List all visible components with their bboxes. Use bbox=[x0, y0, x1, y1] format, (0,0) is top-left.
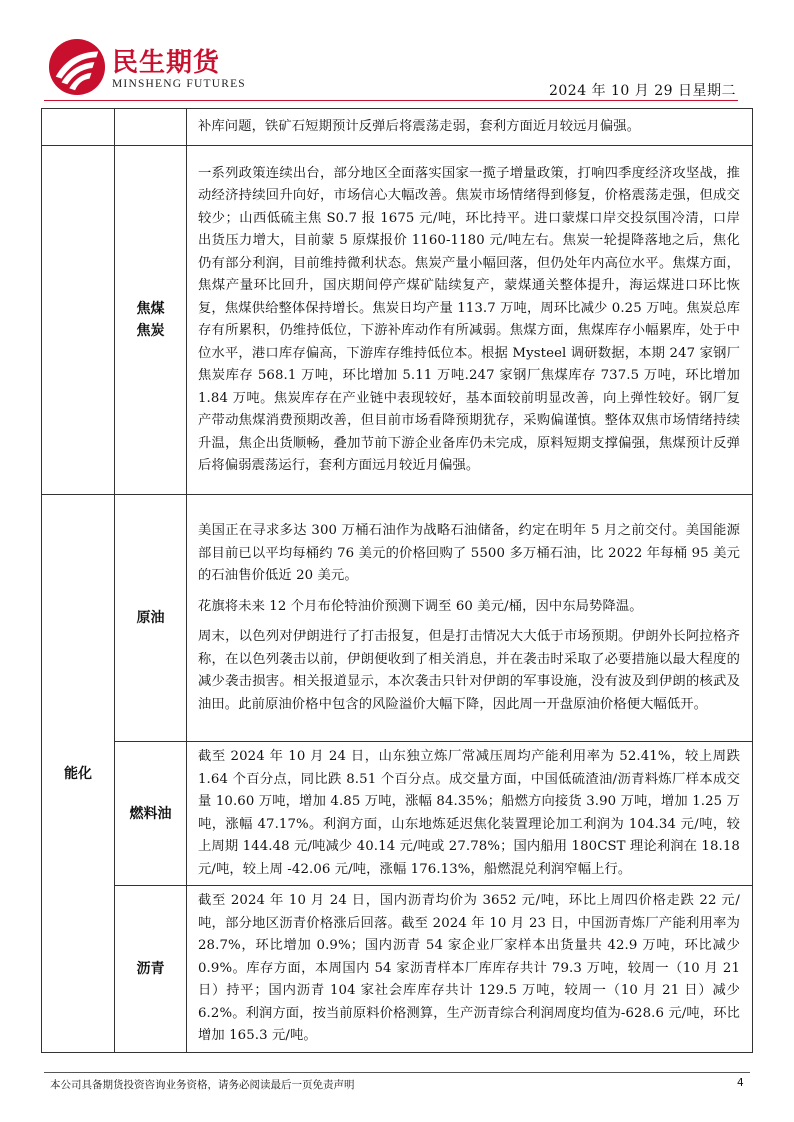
subcategory-label-coke: 焦炭 bbox=[136, 323, 165, 339]
footer-disclaimer: 本公司具备期货投资咨询业务资格，请务必阅读最后一页免责声明 bbox=[50, 1079, 355, 1091]
subcategory-crude-oil: 原油 bbox=[115, 495, 187, 742]
subcategory-cell-empty bbox=[115, 109, 187, 146]
subcategory-fuel-oil: 燃料油 bbox=[115, 742, 187, 886]
table-row bbox=[42, 109, 753, 146]
subcategory-label-coking-coal: 焦煤 bbox=[136, 301, 165, 317]
brand-name-cn: 民生期货 bbox=[112, 48, 221, 78]
page-number: 4 bbox=[737, 1077, 744, 1089]
brand-name-en: MINSHENG FUTURES bbox=[112, 78, 246, 90]
commodity-table bbox=[41, 108, 753, 1053]
table-row bbox=[42, 742, 753, 886]
header-divider bbox=[44, 100, 738, 101]
fuel-oil-analysis-text: 截至 2024 年 10 月 24 日，山东独立炼厂常减压周均产能利用率为 52.41%，较上周跌 1.64 个百分点，同比跌 8.51 个百分点。成交量方面，中国低硫渣油/沥青料炼厂样本成交量 10.60 万吨，增加 4.85 万吨，涨幅 84.35%；船燃方向接货 3.90 万吨，增加 1.25 万吨，涨幅 47.17%。利润方面，山东地炼延迟焦化装置理论加工利润为 104.34 元/吨，较上周期 144.48 元/吨减少 40.14 元/吨或 27.78%；国内船用 180CST 理论利润在 18.18 元/吨，较上周 -42.06 元/吨，涨幅 176.13%，船燃混兑利润窄幅上行。 bbox=[187, 742, 753, 886]
report-date: 2024 年 10 月 29 日星期二 bbox=[548, 83, 736, 99]
subcategory-asphalt: 沥青 bbox=[115, 886, 187, 1053]
asphalt-analysis-text: 截至 2024 年 10 月 24 日，国内沥青均价为 3652 元/吨，环比上周四价格走跌 22 元/吨，部分地区沥青价格涨后回落。截至 2024 年 10 月 23 日，中国沥青炼厂产能利用率为 28.7%，环比增加 0.9%；国内沥青 54 家企业厂家样本出货量共 42.9 万吨，环比减少 0.9%。库存方面，本周国内 54 家沥青样本厂库库存共计 79.3 万吨，较周一（10 月 21 日）持平；国内沥青 104 家社会库库存共计 129.5 万吨，较周一（10 月 21 日）减少 6.2%。利润方面，按当前原料价格测算，生产沥青综合利润周度均值为-628.6 元/吨，环比增加 165.3 元/吨。 bbox=[187, 886, 753, 1053]
category-cell-empty bbox=[42, 109, 115, 146]
footer-divider bbox=[44, 1072, 750, 1073]
coke-analysis-text: 一系列政策连续出台，部分地区全面落实国家一揽子增量政策，打响四季度经济攻坚战，推动经济持续回升向好，市场信心大幅改善。焦炭市场情绪得到修复，价格震荡走强，但成交较少；山西低硫主焦 S0.7 报 1675 元/吨，环比持平。进口蒙煤口岸交投氛围冷清，口岸出货压力增大，目前蒙 5 原煤报价 1160-1180 元/吨左右。焦炭一轮提降落地之后，焦化仍有部分利润，目前维持微利状态。焦炭产量小幅回落，但仍处年内高位水平。焦煤方面，焦煤产量环比回升，国庆期间停产煤矿陆续复产，蒙煤通关整体提升，海运煤进口环比恢复，焦煤供给整体保持增长。焦炭日均产量 113.7 万吨，周环比减少 0.25 万吨。焦炭总库存有所累积，仍维持低位，下游补库动作有所减弱。焦煤方面，焦煤库存小幅累库，处于中位水平，港口库存偏高，下游库存维持低位本。根据 Mysteel 调研数据，本期 247 家钢厂焦炭库存 568.1 万吨，环比增加 5.11 万吨.247 家钢厂焦煤库存 737.5 万吨，环比增加 1.84 万吨。焦炭库存在产业链中表现较好，基本面较前明显改善，向上弹性较好。钢厂复产带动焦煤消费预期改善，但目前市场看降预期犹存，采购偏谨慎。整体双焦市场情绪持续升温，焦企出货顺畅，叠加节前下游企业备库仍未完成，原料短期支撑偏强，焦煤预计反弹后将偏弱震荡运行，套利方面远月较近月偏强。 bbox=[187, 146, 753, 495]
minsheng-logo-icon bbox=[48, 38, 106, 96]
table-row bbox=[42, 146, 753, 495]
category-cell-empty bbox=[42, 146, 115, 495]
continuation-text: 补库问题，铁矿石短期预计反弹后将震荡走弱，套利方面近月较远月偏强。 bbox=[187, 109, 753, 146]
table-row bbox=[42, 495, 753, 742]
category-energy-chemical: 能化 bbox=[42, 495, 115, 1053]
table-row bbox=[42, 886, 753, 1053]
subcategory-coke bbox=[115, 146, 187, 495]
page-header bbox=[0, 0, 794, 104]
crude-oil-analysis-text: 美国正在寻求多达 300 万桶石油作为战略石油储备，约定在明年 5 月之前交付。美国能源部目前已以平均每桶约 76 美元的价格回购了 5500 多万桶石油，比 2022 年每桶 95 美元的石油售价低近 20 美元。 花旗将未来 12 个月布伦特油价预测下调至 60 美元/桶，因中东局势降温。 周末，以色列对伊朗进行了打击报复，但是打击情况大大低于市场预期。伊朗外长阿拉格齐称，在以色列袭击以前，伊朗便收到了相关消息，并在袭击时采取了必要措施以最大程度的减少袭击损害。相关报道显示，本次袭击只针对伊朗的军事设施，没有波及到伊朗的核武及油田。此前原油价格中包含的风险溢价大幅下降，因此周一开盘原油价格便大幅低开。 bbox=[187, 495, 753, 742]
